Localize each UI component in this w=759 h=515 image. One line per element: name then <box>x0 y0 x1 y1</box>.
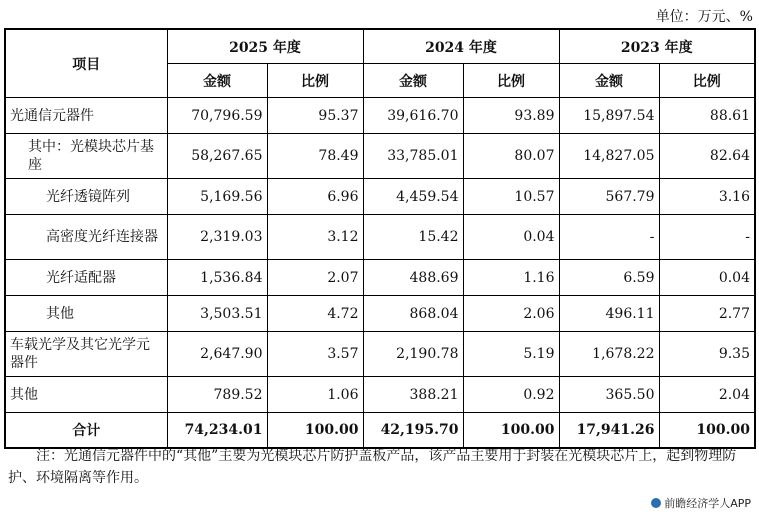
cell-amount: 33,785.01 <box>363 134 463 179</box>
cell-ratio: 9.35 <box>659 332 755 377</box>
cell-amount: 567.79 <box>559 179 659 215</box>
row-label: 高密度光纤连接器 <box>5 215 167 260</box>
cell-amount: 388.21 <box>363 377 463 413</box>
footnote: 注：光通信元器件中的“其他”主要为光模块芯片防护盖板产品，该产品主要用于封装在光模块芯片上，起到物理防护、环境隔离等作用。 <box>8 448 737 486</box>
cell-ratio: 1.06 <box>267 377 363 413</box>
header-ratio: 比例 <box>267 64 363 98</box>
table-row <box>5 98 755 134</box>
cell-amount: 2,190.78 <box>363 332 463 377</box>
cell-ratio: 2.77 <box>659 296 755 332</box>
cell-ratio: 0.92 <box>463 377 559 413</box>
total-amount: 42,195.70 <box>363 413 463 449</box>
cell-amount: 5,169.56 <box>167 179 267 215</box>
brand-logo-icon <box>651 498 661 508</box>
cell-ratio: 88.61 <box>659 98 755 134</box>
total-amount: 74,234.01 <box>167 413 267 449</box>
header-amount: 金额 <box>363 64 463 98</box>
cell-ratio: 4.72 <box>267 296 363 332</box>
cell-amount: 488.69 <box>363 260 463 296</box>
cell-amount: 2,647.90 <box>167 332 267 377</box>
total-ratio: 100.00 <box>267 413 363 449</box>
cell-amount: 39,616.70 <box>363 98 463 134</box>
row-label: 其他 <box>5 377 167 413</box>
cell-ratio: - <box>659 215 755 260</box>
cell-amount: 496.11 <box>559 296 659 332</box>
total-ratio: 100.00 <box>463 413 559 449</box>
header-year-2024: 2024 年度 <box>363 29 559 64</box>
table-row <box>5 179 755 215</box>
cell-amount: 1,678.22 <box>559 332 659 377</box>
cell-ratio: 0.04 <box>659 260 755 296</box>
header-ratio: 比例 <box>463 64 559 98</box>
cell-amount: 58,267.65 <box>167 134 267 179</box>
cell-ratio: 6.96 <box>267 179 363 215</box>
cell-ratio: 10.57 <box>463 179 559 215</box>
table-row <box>5 134 755 179</box>
total-label: 合计 <box>5 413 167 449</box>
cell-amount: 15,897.54 <box>559 98 659 134</box>
cell-ratio: 5.19 <box>463 332 559 377</box>
row-label: 其中：光模块芯片基座 <box>5 134 167 179</box>
cell-amount: - <box>559 215 659 260</box>
cell-amount: 14,827.05 <box>559 134 659 179</box>
cell-amount: 365.50 <box>559 377 659 413</box>
cell-ratio: 3.12 <box>267 215 363 260</box>
cell-amount: 3,503.51 <box>167 296 267 332</box>
cell-amount: 868.04 <box>363 296 463 332</box>
header-item: 项目 <box>5 29 167 98</box>
cell-ratio: 2.04 <box>659 377 755 413</box>
header-year-2025: 2025 年度 <box>167 29 363 64</box>
header-amount: 金额 <box>167 64 267 98</box>
cell-ratio: 1.16 <box>463 260 559 296</box>
cell-ratio: 0.04 <box>463 215 559 260</box>
table-row <box>5 296 755 332</box>
header-amount: 金额 <box>559 64 659 98</box>
row-label: 其他 <box>5 296 167 332</box>
cell-amount: 2,319.03 <box>167 215 267 260</box>
row-label: 光纤透镜阵列 <box>5 179 167 215</box>
unit-label: 单位：万元、% <box>655 9 753 25</box>
cell-amount: 15.42 <box>363 215 463 260</box>
row-label: 车载光学及其它光学元器件 <box>5 332 167 377</box>
revenue-table <box>4 28 756 449</box>
cell-amount: 1,536.84 <box>167 260 267 296</box>
row-label: 光纤适配器 <box>5 260 167 296</box>
cell-ratio: 82.64 <box>659 134 755 179</box>
cell-ratio: 80.07 <box>463 134 559 179</box>
cell-ratio: 3.16 <box>659 179 755 215</box>
brand-watermark <box>651 495 751 511</box>
cell-amount: 6.59 <box>559 260 659 296</box>
table-row <box>5 215 755 260</box>
cell-ratio: 3.57 <box>267 332 363 377</box>
cell-ratio: 95.37 <box>267 98 363 134</box>
cell-ratio: 78.49 <box>267 134 363 179</box>
cell-amount: 789.52 <box>167 377 267 413</box>
cell-ratio: 2.06 <box>463 296 559 332</box>
cell-amount: 4,459.54 <box>363 179 463 215</box>
cell-ratio: 2.07 <box>267 260 363 296</box>
cell-ratio: 93.89 <box>463 98 559 134</box>
total-ratio: 100.00 <box>659 413 755 449</box>
table-row <box>5 377 755 413</box>
header-year-2023: 2023 年度 <box>559 29 755 64</box>
header-ratio: 比例 <box>659 64 755 98</box>
cell-amount: 70,796.59 <box>167 98 267 134</box>
row-label: 光通信元器件 <box>5 98 167 134</box>
total-amount: 17,941.26 <box>559 413 659 449</box>
total-row <box>5 413 755 449</box>
table-row <box>5 260 755 296</box>
table-row <box>5 332 755 377</box>
brand-label: 前瞻经济学人APP <box>664 497 751 510</box>
